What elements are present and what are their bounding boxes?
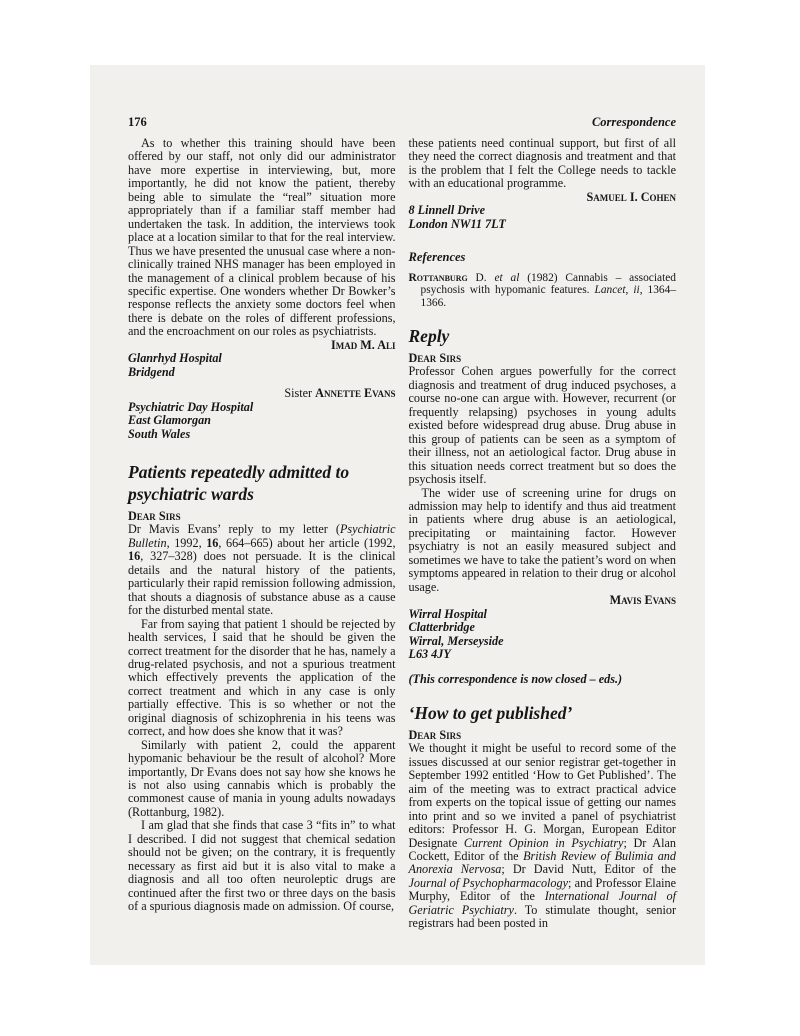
signature-address bbox=[128, 352, 396, 379]
address-line: Wirral Hospital bbox=[408, 606, 487, 621]
address-line: Psychiatric Day Hospital bbox=[128, 399, 254, 414]
body-paragraph: We thought it might be useful to record some of the issues discussed at our senior registrar get-together in September 1992 entitled ‘How to Get Published’. The aim of the meeting was to extract practical advice from experts on the topical issue of getting our names into print and so we invited a panel of psychiatrist editors: Professor H. G. Morgan, European Editor Designate Current Opinion in Psychiatry; Dr Alan Cockett, Editor of the British Review of Bulimia and Anorexia Nervosa; Dr David Nutt, Editor of the Journal of Psychopharmacology; and Professor Elaine Murphy, Editor of the International Journal of Geriatric Psychiatry. To stimulate thought, senior registrars had been posted in bbox=[408, 741, 677, 931]
address-line: 8 Linnell Drive bbox=[408, 203, 486, 218]
body-paragraph: these patients need continual support, but first of all they need the correct diagnosis and treatment and that is the problem that I felt the College needs to tackle with an educational programme. bbox=[408, 136, 676, 191]
running-head: Correspondence bbox=[591, 115, 676, 129]
letter-title-reply: Reply bbox=[408, 326, 450, 347]
column-left bbox=[128, 137, 396, 931]
signature-address bbox=[409, 204, 677, 231]
body-paragraph: Professor Cohen argues powerfully for the correct diagnosis and treatment of drug induced psychoses, a course no-one can argue with. However, recurrent (or frequently relapsing) psychoses in young adults existed before widespread drug abuse. Drug abuse in this group of patients can be seen as a symptom of their illness, not an aetiological factor. Drug abuse in this situation needs correct treatment but so does the psychosis itself. bbox=[408, 364, 676, 487]
editors-note: (This correspondence is now closed – eds.) bbox=[408, 672, 623, 687]
body-paragraph: The wider use of screening urine for drugs on admission may help to identify and thus aid treatment in patients where drug abuse is an aetiological, precipitating or maintaining factor. However psychiatry is not an easily measured subject and sometimes we have to take the patient’s word on when symptoms appeared in relation to their drug or alcohol usage. bbox=[408, 485, 676, 594]
letter-title-patients: Patients repeatedly admitted to psychiatric wards bbox=[128, 461, 350, 504]
two-column-layout bbox=[128, 137, 676, 931]
address-line: Bridgend bbox=[128, 364, 175, 379]
references-heading: References bbox=[408, 250, 466, 265]
body-paragraph: Far from saying that patient 1 should be rejected by health services, I said that he should be given the correct treatment for the disorder that he has, namely a drug-related psychosis, and not a spurious treatment which effectively prevents the application of the correct treatment and which in any case is only partially effective. This is so whether or not the original diagnosis of schizophrenia in his teens was correct, and how does she know that it was? bbox=[128, 616, 396, 739]
body-paragraph: Similarly with patient 2, could the apparent hypomanic behaviour be the result of alcohol? More importantly, Dr Evans does not say how she knows he is not also using cannabis which is probably the commonest cause of mania in young adults nowadays (Rottanburg, 1982). bbox=[128, 737, 396, 819]
body-paragraph: I am glad that she finds that case 3 “fits in” to what I described. I did not suggest that chemical sedation should not be given; on the contrary, it is frequently necessary as first aid but it is also vital to make a diagnosis and all too often neuroleptic drugs are continued after the first two or three days on the basis of a spurious diagnosis made on admission. Of course, bbox=[128, 818, 396, 914]
column-right bbox=[409, 137, 677, 931]
signature-name: Sister Annette Evans bbox=[284, 386, 396, 401]
signature-address bbox=[128, 401, 396, 441]
page-header bbox=[128, 115, 676, 130]
signature-name: Imad M. Ali bbox=[330, 337, 396, 352]
signature-name: Samuel I. Cohen bbox=[586, 189, 676, 204]
address-line: London NW11 7LT bbox=[408, 216, 506, 231]
body-paragraph: Dr Mavis Evans’ reply to my letter (Psychiatric Bulletin, 1992, 16, 664–665) about her article (1992, 16, 327–328) does not persuade. It is the clinical details and the natural history of the patients, particularly their rapid remission following admission, that shouts a diagnosis of substance abuse as a cause for the disturbed mental state. bbox=[128, 522, 396, 618]
scanned-page bbox=[90, 65, 705, 965]
body-paragraph: As to whether this training should have been offered by our staff, not only did our administrator have more expertise in interviewing, but, more importantly, he did not know the patient, thereby being able to simulate the “real” situation more appropriately than if a familiar staff member had undertaken the task. In addition, the interviews took place at a location similar to that for the real interview. Thus we have presented the unusual case where a non-clinically trained NHS manager has been employed in the management of a clinical problem because of his specific expertise. One wonders whether Dr Bowker’s response reflects the anxiety some doctors feel when there is debate on the roles of different professions, and the encroachment on our roles as psychiatrists. bbox=[128, 136, 396, 339]
address-line: Clatterbridge bbox=[408, 620, 475, 635]
page-content bbox=[128, 115, 676, 931]
address-line: Glanrhyd Hospital bbox=[128, 351, 222, 366]
letter-title-how-to-get-published: ‘How to get published’ bbox=[408, 702, 573, 723]
signature-name: Mavis Evans bbox=[609, 593, 676, 608]
page-number: 176 bbox=[128, 115, 147, 129]
address-line: Wirral, Merseyside bbox=[408, 633, 504, 648]
salutation: Dear Sirs bbox=[408, 727, 462, 742]
address-line: L63 4JY bbox=[408, 646, 451, 661]
signature-address bbox=[409, 608, 677, 662]
address-line: South Wales bbox=[128, 426, 191, 441]
reference-entry: Rottanburg D. et al (1982) Cannabis – associated psychosis with hypomanic features. Lancet, ii, 1364–1366. bbox=[408, 271, 677, 310]
address-line: East Glamorgan bbox=[128, 413, 211, 428]
salutation: Dear Sirs bbox=[408, 351, 462, 366]
salutation: Dear Sirs bbox=[128, 508, 181, 523]
